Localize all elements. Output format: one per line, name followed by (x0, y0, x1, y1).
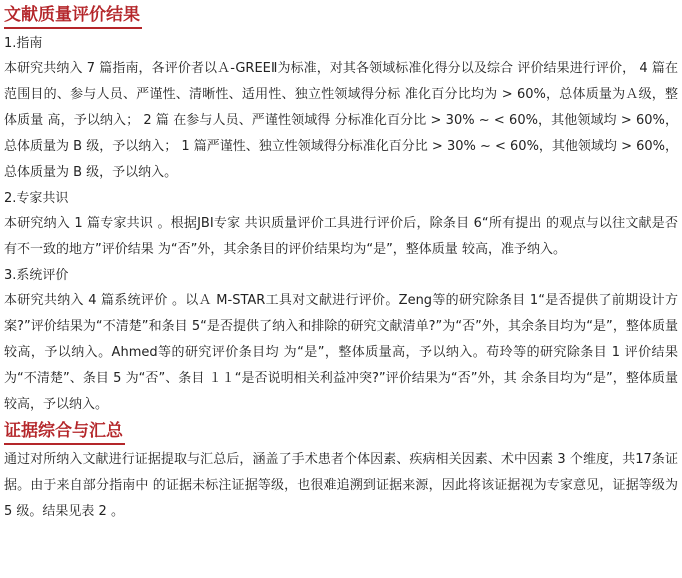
section-heading-row (4, 3, 678, 31)
paragraph-guidelines: 本研究共纳入 7 篇指南，各评价者以Ａ-GREEⅡ为标准，对其各领域标准化得分以及综合 评价结果进行评价， 4 篇在范围目的、参与人员、严谨性、清晰性、适用性、独立性领域得分标 准化百分比均为 > 60%，总体质量为Ａ级，整体质量 高，予以纳入； 2 篇 在参与人员、严谨性领域得 分标准化百分比 > 30% ~ < 60%，其他领域均 > 60%，总体质量为 B 级，予以纳入； 1 篇严谨性、独立性领域得分标准化百分比 > 30% ~ < 60%，其他领域均 > 60%，总体质量为 B 级，予以纳入。 (4, 61, 678, 180)
paragraph-expert-consensus: 本研究纳入 1 篇专家共识 。根据JBI专家 共识质量评价工具进行评价后，除条目 6“所有提出 的观点与以往文献是否有不一致的地方”评价结果 为“否”外，其余条目的评价结果均为“是”，整体质量 较高，准予纳入。 (4, 216, 678, 257)
subsection-title-systematic-review: 3.系统评价 (4, 268, 69, 283)
section-heading-row (4, 419, 678, 447)
section-heading: 证据综合与汇总 (4, 419, 125, 445)
section-quality-evaluation (4, 3, 678, 418)
subsection-title-expert-consensus: 2.专家共识 (4, 191, 69, 206)
paragraph-systematic-review: 本研究共纳入 4 篇系统评价 。以Ａ M-STAR工具对文献进行评价。Zeng等的研究除条目 1“是否提供了前期设计方案?”评价结果为“不清楚”和条目 5“是否提供了纳入和排除的研究文献清单?”为“否”外，其余条目均为“是”，整体质量 较高，予以纳入。Ahmed等的研究评价条目均 为“是”，整体质量高，予以纳入。苟玲等的研究除条目 1 评价结果为“不清楚”、条目 5 为“否”、条目 １１“是否说明相关利益冲突?”评价结果为“否”外，其 余条目均为“是”，整体质量较高，予以纳入。 (4, 293, 678, 412)
subsection-title-guidelines: 1.指南 (4, 36, 43, 51)
section-heading: 文献质量评价结果 (4, 3, 142, 29)
section-evidence-synthesis (4, 419, 678, 525)
paragraph-evidence-synthesis: 通过对所纳入文献进行证据提取与汇总后，涵盖了手术患者个体因素、疾病相关因素、术中因素 3 个维度，共17条证据。由于来自部分指南中 的证据未标注证据等级，也很难追溯到证据来源，因此将该证据视为专家意见，证据等级为 5 级。结果见表 2 。 (4, 452, 678, 519)
